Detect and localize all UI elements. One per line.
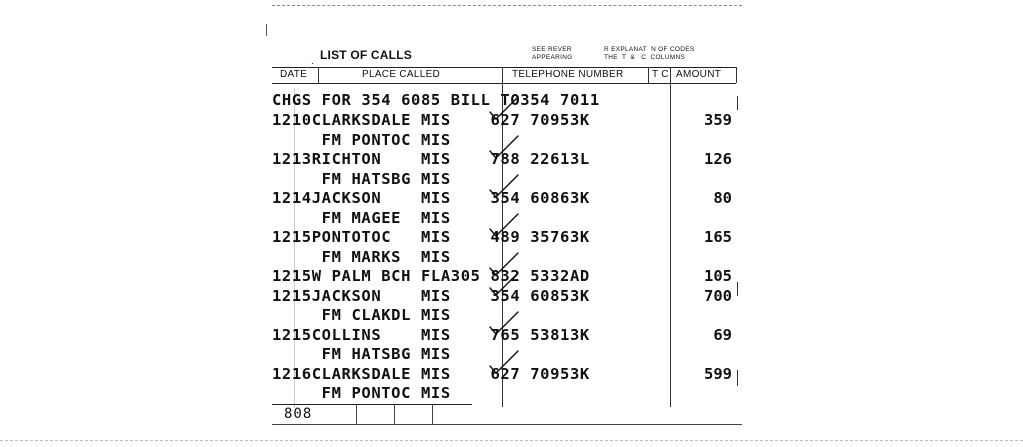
billing-line: CHGS FOR 354 6085 BILL TO354 7011 [272,91,600,109]
call-entry-line: 1216CLARKSDALE MIS 627 70953K [272,364,590,383]
header-amount: AMOUNT [676,69,722,80]
call-origin-line: FM HATSBG MIS [272,345,451,363]
column-rule [736,67,737,83]
call-amount: 126 [704,150,732,168]
call-amount: 599 [704,364,732,383]
call-amount: 80 [713,189,732,207]
check-mark-icon [487,213,521,237]
header-place-called: PLACE CALLED [362,69,441,80]
call-origin-line: FM PONTOC MIS [272,384,451,402]
call-origin-line: FM CLAKDL MIS [272,306,451,324]
margin-mark [266,24,267,36]
check-mark-icon [487,174,521,198]
margin-rule [737,96,738,110]
call-entry-line: 1210CLARKSDALE MIS 627 70953K [272,111,590,129]
legend-note-right: R EXPLANAT N OF CODES THE T & C COLUMNS [604,46,695,61]
call-entry-line: 1214JACKSON MIS 354 60863K [272,189,590,207]
call-origin-line: FM MAGEE MIS [272,208,451,227]
footer-rule [272,424,742,425]
call-entry-line: 1215PONTOTOC MIS 489 35763K [272,228,590,246]
title-bullet: . [311,56,314,67]
check-mark-icon [487,96,521,120]
call-origin-line: FM MARKS MIS [272,247,451,266]
call-amount: 359 [704,111,732,129]
column-rule [670,67,671,407]
check-mark-icon [487,135,521,159]
call-origin-line: FM HATSBG MIS [272,169,451,188]
header-date: DATE [280,69,308,80]
margin-rule [737,282,738,296]
margin-rule [737,370,738,386]
call-amount: 105 [704,267,732,285]
check-mark-icon [487,311,521,335]
call-amount: 69 [713,325,732,344]
call-amount: 165 [704,228,732,246]
header-tc: T C [652,69,669,80]
legend-note-left: SEE REVER APPEARING [532,46,573,61]
header-telephone-number: TELEPHONE NUMBER [512,69,624,80]
scan-top-edge [272,5,742,6]
footer-total: 808 [284,406,313,422]
call-entry-line: 1215JACKSON MIS 354 60853K [272,286,590,305]
call-entry-line: 1213RICHTON MIS 788 22613L [272,150,590,168]
call-origin-line: FM PONTOC MIS [272,130,451,149]
check-mark-icon [487,350,521,374]
footer-cell-rule [394,404,395,424]
check-mark-icon [487,272,521,296]
form-title: LIST OF CALLS [320,48,412,62]
scan-bottom-edge [0,440,1023,441]
call-entry-line: 1215W PALM BCH FLA305 832 5332AD [272,267,590,285]
column-rule [648,67,649,83]
footer-cell-rule [356,404,357,424]
call-amount: 700 [704,286,732,305]
call-entry-line: 1215COLLINS MIS 765 53813K [272,325,590,344]
column-rule [318,67,319,83]
footer-cell-rule [432,404,433,424]
